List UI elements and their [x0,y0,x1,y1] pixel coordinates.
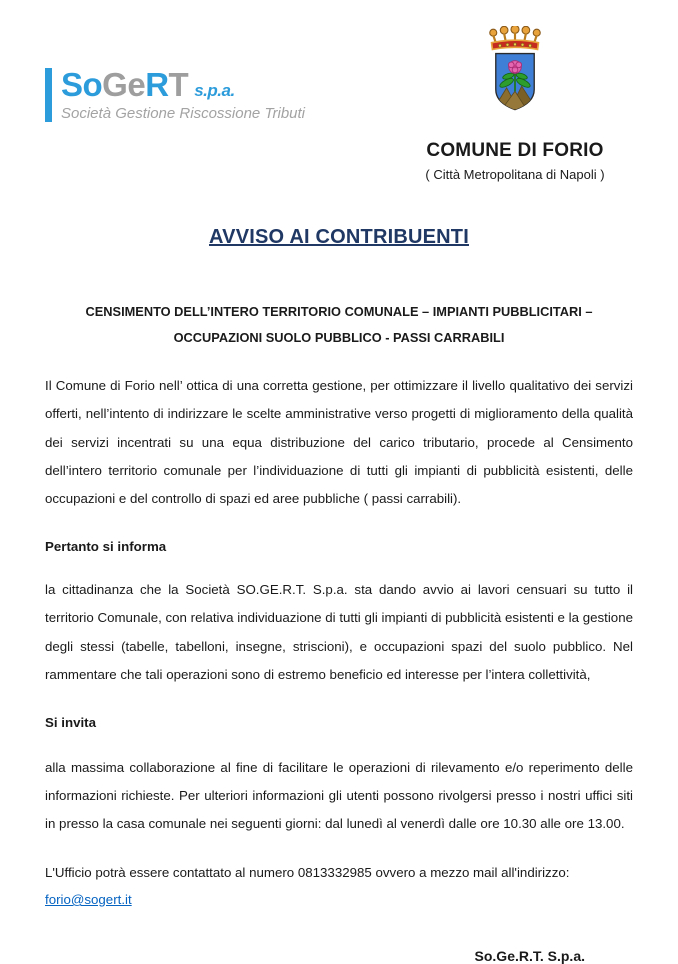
logo-part-ge: Ge [102,66,146,103]
subhead-informa: Pertanto si informa [45,539,167,555]
logo-part-t: T [168,66,189,103]
municipality-block [397,26,633,182]
contact-email-link[interactable]: forio@sogert.it [45,892,132,908]
logo-tagline: Società Gestione Riscossione Tributi [61,104,305,122]
subhead-invita: Si invita [45,714,96,730]
logo-part-r: R [145,66,169,103]
municipality-name: COMUNE DI FORIO [426,140,604,161]
signature: So.Ge.R.T. S.p.a. [474,947,585,964]
contact-line [45,860,633,913]
logo-wordmark [61,68,305,103]
notice-title: AVVISO AI CONTRIBUENTI [209,226,469,248]
document-header [45,26,633,182]
paragraph-intro: Il Comune di Forio nell’ ottica di una corretta gestione, per ottimizzare il livello qualitativo dei servizi offerti, nell’intento di indirizzare le scelte amministrative verso progetti di miglioramento della qualità dei servizi incentrati su una equa distribuzione del carico tributario, procede al Censimento dell’intero territorio comunale per l’individuazione di tutti gli impianti di pubblicità esistenti, delle occupazioni e del controllo di spazi ed aree pubbliche ( passi carrabili). [45,378,633,506]
logo-spa-suffix: s.p.a. [194,81,235,100]
logo-part-so: So [61,66,103,103]
contact-text: L'Ufficio potrà essere contattato al numero 0813332985 ovvero a mezzo mail all'indirizzo: [45,865,570,881]
municipality-subtitle: ( Città Metropolitana di Napoli ) [425,167,605,182]
forio-coat-of-arms-icon [473,26,557,128]
sogert-logo [45,68,305,122]
paragraph-census: la cittadinanza che la Società SO.GE.R.T. S.p.a. sta dando avvio ai lavori censuari su tutto il territorio Comunale, con relativa individuazione di tutti gli impianti di pubblicità esistenti e la gestione degli stessi (tabelle, tabelloni, insegne, striscioni), e occupazioni spazi del suolo pubblico. Nel rammentare che tali operazioni sono di estremo beneficio ed interesse per l’intera collettività, [45,582,633,682]
logo-accent-bar [45,68,52,122]
paragraph-collaboration: alla massima collaborazione al fine di facilitare le operazioni di rilevamento e/o reperimento delle informazioni richieste. Per ulteriori informazioni gli utenti possono rivolgersi presso i nostri uffici siti in presso la casa comunale nei seguenti giorni: dal lunedì al venerdì dalle ore 10.30 alle ore 13.00. [45,759,633,832]
notice-subject: CENSIMENTO DELL’INTERO TERRITORIO COMUNALE – IMPIANTI PUBBLICITARI – OCCUPAZIONI SUOLO PUBBLICO - PASSI CARRABILI [85,304,593,345]
